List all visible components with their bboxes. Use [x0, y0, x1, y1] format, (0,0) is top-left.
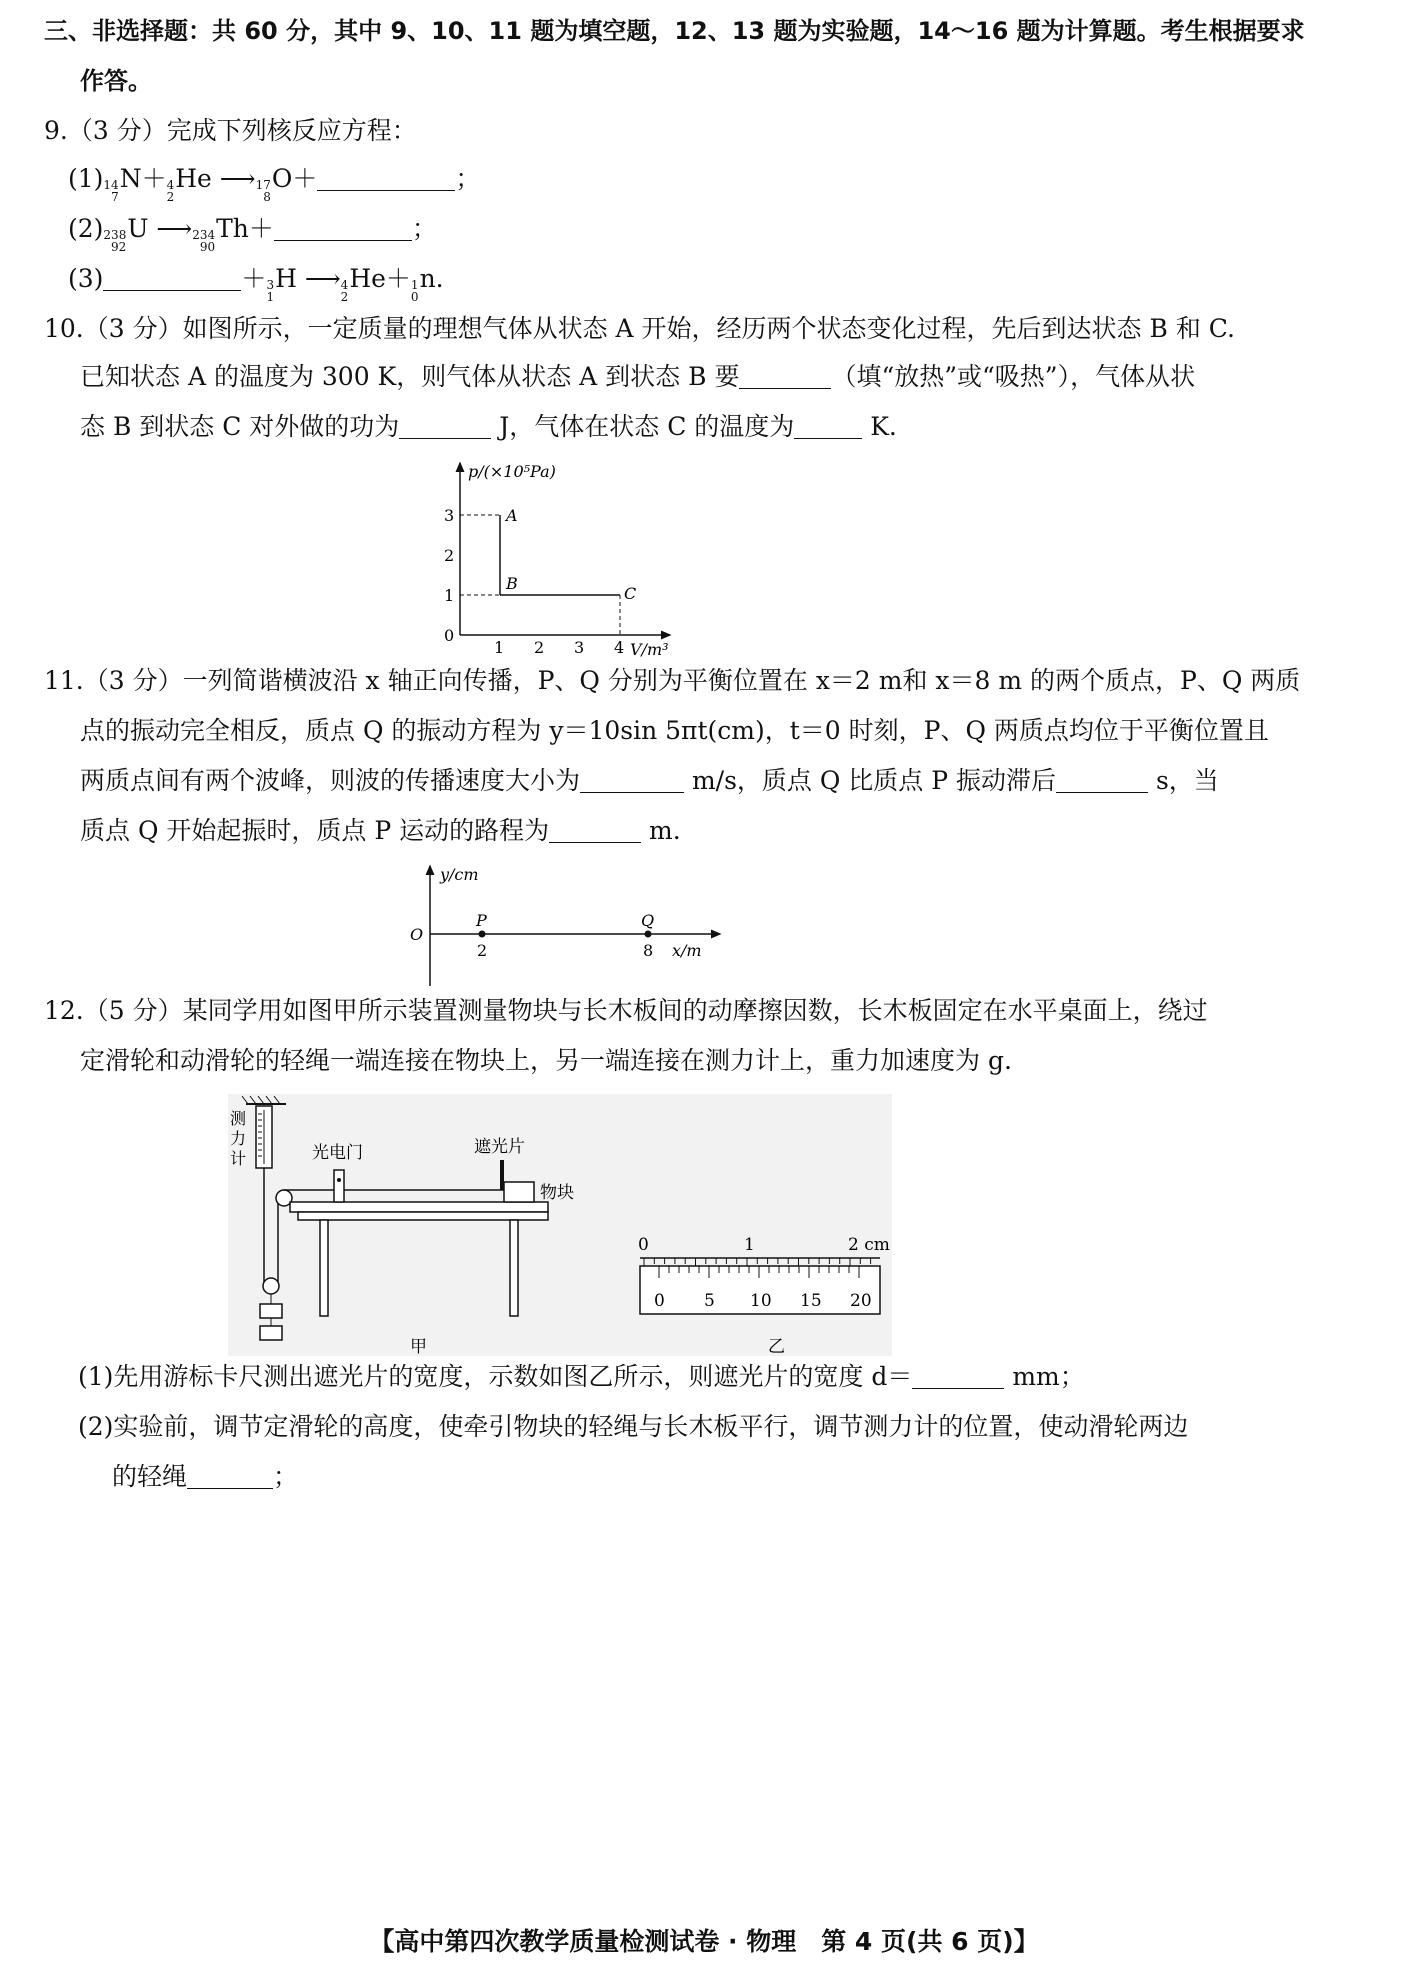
q12-line1: 12.（5 分）某同学用如图甲所示装置测量物块与长木板间的动摩擦因数，长木板固定在水平桌面上，绕过: [44, 996, 1208, 1025]
vernier-mark-0: 0: [654, 1291, 665, 1311]
block: [504, 1182, 534, 1202]
iso-o: 17 8: [255, 178, 271, 204]
x-axis-label: x/m: [672, 941, 702, 960]
answer-blank-9-2[interactable]: [274, 214, 412, 241]
pv-chart: [430, 455, 690, 660]
origin-label: O: [410, 925, 424, 944]
iso-n: 14 7: [103, 178, 119, 204]
xtick-4: 4: [614, 638, 625, 657]
answer-blank-11-3[interactable]: [549, 816, 641, 843]
table-leg-right: [510, 1220, 518, 1316]
q12-sub2: (2)实验前，调节定滑轮的高度，使牵引物块的轻绳与长木板平行，调节测力计的位置，使动滑轮两边: [78, 1412, 1189, 1441]
figure-jia-label: 甲: [410, 1337, 427, 1356]
photogate-label: 光电门: [312, 1143, 363, 1163]
answer-blank-12-2[interactable]: [187, 1462, 273, 1489]
point-c-label: C: [624, 584, 637, 603]
xtick-3: 3: [574, 638, 585, 657]
q-x-label: 8: [643, 941, 654, 960]
movable-pulley: [263, 1278, 279, 1294]
point-p-label: P: [476, 911, 487, 930]
section-heading-cont: 作答。: [80, 67, 152, 95]
point-p: [479, 931, 486, 938]
answer-blank-11-2[interactable]: [1056, 766, 1148, 793]
p-x-label: 2: [477, 941, 488, 960]
q10-line2: 已知状态 A 的温度为 300 K，则气体从状态 A 到状态 B 要 （填“放热”或“吸热”），气体从状: [80, 362, 1196, 391]
q9-stem: 9.（3 分）完成下列核反应方程：: [44, 116, 417, 145]
wave-figure: [400, 860, 730, 990]
q9-part1: (1) 14 7 N＋ 4 2 He ⟶ 17 8 O＋ ；: [68, 164, 481, 204]
answer-blank-11-1[interactable]: [580, 766, 684, 793]
q9-part3: (3) ＋ 3 1 H ⟶ 4 2 He＋ 1 0 n.: [68, 264, 444, 304]
q12-sub1: (1)先用游标卡尺测出遮光片的宽度，示数如图乙所示，则遮光片的宽度 d＝ mm；: [78, 1362, 1085, 1391]
y-axis-label: p/(×10⁵Pa): [468, 462, 556, 481]
ytick-0: 0: [444, 626, 455, 645]
q10-line1: 10.（3 分）如图所示，一定质量的理想气体从状态 A 开始，经历两个状态变化过程，先后到达状态 B 和 C.: [44, 314, 1235, 343]
answer-blank-10-2[interactable]: [399, 412, 491, 439]
x-axis-label: V/m³: [630, 640, 669, 659]
table-leg-left: [320, 1220, 328, 1316]
hanging-weight-1: [260, 1304, 282, 1318]
q11-line4: 质点 Q 开始起振时，质点 P 运动的路程为 m.: [80, 816, 681, 845]
answer-blank-9-1[interactable]: [317, 164, 455, 191]
block-label: 物块: [540, 1183, 574, 1203]
vernier-mark-5: 5: [704, 1291, 715, 1311]
iso-he: 4 2: [166, 178, 175, 204]
page-footer: 【高中第四次教学质量检测试卷 · 物理 第 4 页(共 6 页)】: [369, 1927, 1039, 1956]
xtick-1: 1: [494, 638, 505, 657]
ytick-1: 1: [444, 586, 455, 605]
figure-yi-label: 乙: [768, 1337, 785, 1356]
answer-blank-12-1[interactable]: [912, 1362, 1004, 1389]
answer-blank-10-3[interactable]: [794, 412, 862, 439]
vernier-mark-20: 20: [850, 1291, 872, 1311]
q11-line3: 两质点间有两个波峰，则波的传播速度大小为 m/s，质点 Q 比质点 P 振动滞后 s，当: [80, 766, 1219, 795]
point-a-label: A: [506, 506, 518, 525]
y-axis-label: y/cm: [440, 865, 479, 884]
shading-plate: [500, 1160, 504, 1190]
point-q-label: Q: [641, 911, 655, 930]
main-mark-1: 1: [744, 1235, 755, 1255]
long-board: [290, 1202, 548, 1212]
shade-label: 遮光片: [474, 1137, 525, 1157]
photogate: [334, 1170, 344, 1202]
meter-label-1: 测: [230, 1109, 247, 1128]
point-q: [645, 931, 652, 938]
q11-line2: 点的振动完全相反，质点 Q 的振动方程为 y＝10sin 5πt(cm)，t＝0 时刻，P、Q 两质点均位于平衡位置且: [80, 716, 1269, 745]
main-mark-2: 2 cm: [848, 1235, 890, 1255]
ytick-2: 2: [444, 546, 455, 565]
answer-blank-9-3[interactable]: [103, 264, 241, 291]
xtick-2: 2: [534, 638, 545, 657]
table-top: [298, 1212, 548, 1220]
main-mark-0: 0: [638, 1235, 649, 1255]
apparatus-figure: [228, 1094, 892, 1356]
meter-label-3: 计: [230, 1149, 247, 1168]
hanging-weight-2: [260, 1326, 282, 1340]
q10-line3: 态 B 到状态 C 对外做的功为 J，气体在状态 C 的温度为 K.: [80, 412, 897, 441]
answer-blank-10-1[interactable]: [739, 362, 831, 389]
ytick-3: 3: [444, 506, 455, 525]
q9-part2: (2) 238 92 U ⟶ 234 90 Th＋ ；: [68, 214, 437, 254]
point-b-label: B: [506, 574, 518, 593]
q11-line1: 11.（3 分）一列简谐横波沿 x 轴正向传播，P、Q 分别为平衡位置在 x＝2 m和 x＝8 m 的两个质点，P、Q 两质: [44, 666, 1301, 695]
vernier-mark-15: 15: [800, 1291, 822, 1311]
q12-sub2-cont: 的轻绳 ；: [112, 1462, 299, 1491]
meter-label-2: 力: [230, 1129, 247, 1148]
q12-line2: 定滑轮和动滑轮的轻绳一端连接在物块上，另一端连接在测力计上，重力加速度为 g.: [80, 1046, 1012, 1075]
section-heading: 三、非选择题：共 60 分，其中 9、10、11 题为填空题，12、13 题为实验题，14～16 题为计算题。考生根据要求: [44, 17, 1305, 45]
vernier-mark-10: 10: [750, 1291, 772, 1311]
